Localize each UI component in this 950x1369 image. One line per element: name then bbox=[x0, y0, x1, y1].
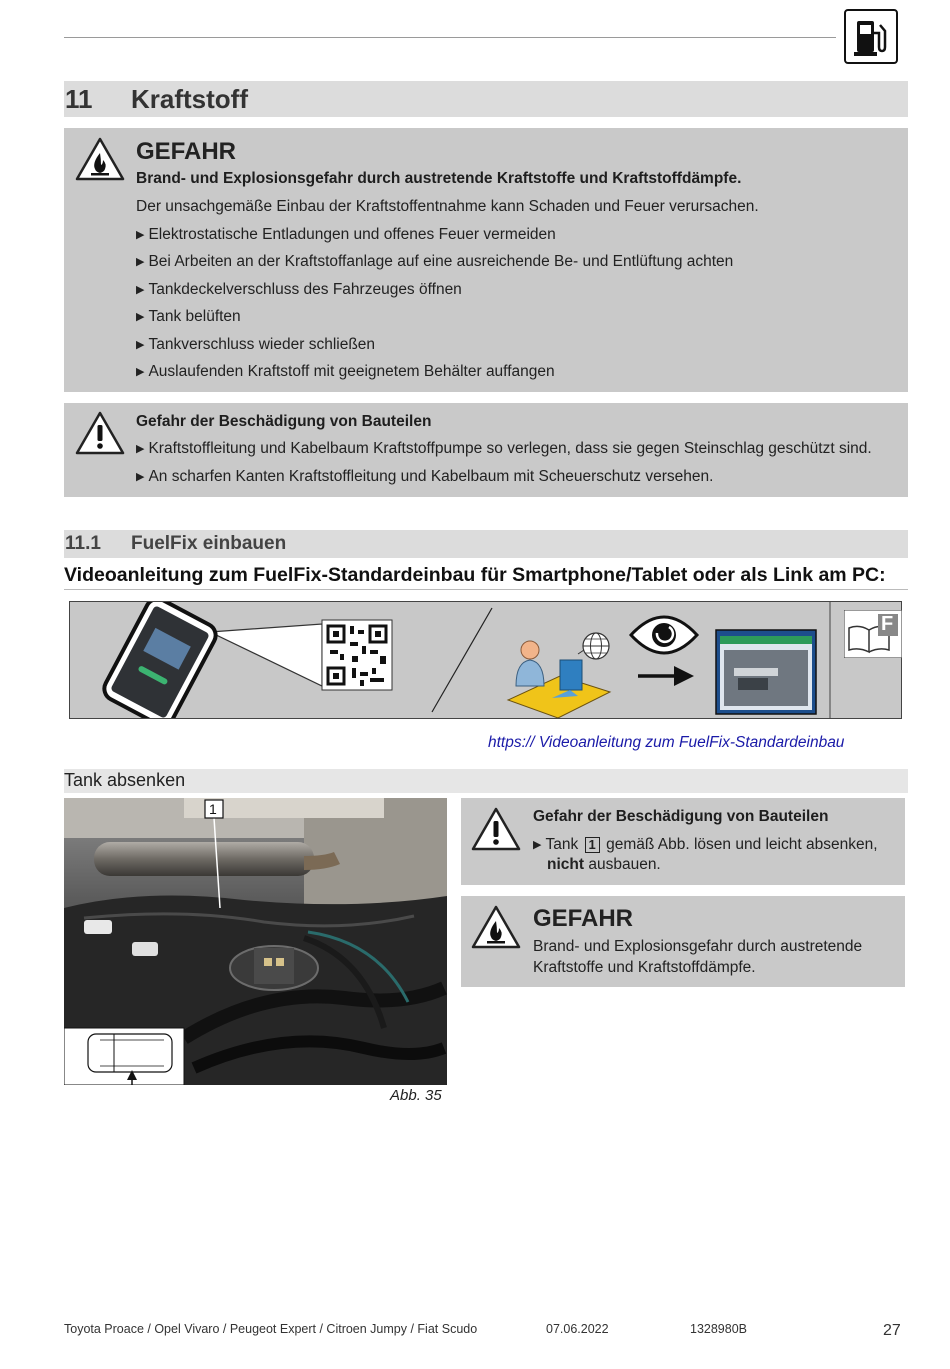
header-rule bbox=[64, 37, 836, 38]
section-number: 11 bbox=[65, 84, 93, 114]
step-heading: Tank absenken bbox=[64, 770, 186, 790]
caution-text-pre: Tank bbox=[545, 836, 579, 853]
figure-caption: Abb. 35 bbox=[390, 1087, 442, 1104]
danger-title: GEFAHR bbox=[533, 905, 634, 932]
danger-list-item: ▶ Elektrostatische Entladungen und offenes Feuer vermeiden bbox=[136, 226, 556, 244]
footer-date: 07.06.2022 bbox=[546, 1322, 609, 1336]
figure-callout-number: 1 bbox=[209, 801, 217, 817]
fire-warning-icon bbox=[470, 904, 522, 955]
subsection-number: 11.1 bbox=[65, 533, 101, 554]
footer-vehicles: Toyota Proace / Opel Vivaro / Peugeot Expert / Citroen Jumpy / Fiat Scudo bbox=[64, 1322, 478, 1336]
caution-title: Gefahr der Beschädigung von Bauteilen bbox=[136, 413, 432, 430]
tank-photo bbox=[64, 798, 447, 1085]
eye-icon bbox=[631, 617, 697, 653]
subsection-title: FuelFix einbauen bbox=[131, 533, 287, 554]
danger-text-line: Brand- und Explosionsgefahr durch austretende bbox=[533, 938, 863, 955]
danger-list-item: ▶ Tankdeckelverschluss des Fahrzeuges öffnen bbox=[136, 281, 462, 299]
video-link[interactable]: https:// Videoanleitung zum FuelFix-Standardeinbau bbox=[488, 734, 845, 751]
danger-title: GEFAHR bbox=[136, 138, 237, 165]
caution-text-mid: gemäß Abb. lösen und leicht absenken, bbox=[606, 836, 878, 853]
fire-warning-icon bbox=[74, 136, 126, 187]
reference-number-badge: 1 bbox=[585, 837, 600, 853]
caution-text-bold: nicht bbox=[547, 856, 585, 873]
manual-book-icon bbox=[844, 610, 902, 658]
step-heading-bar bbox=[64, 769, 908, 793]
caution-text-post: ausbauen. bbox=[588, 856, 661, 873]
person-at-computer-icon bbox=[508, 633, 610, 718]
arrow-right-icon bbox=[638, 666, 694, 686]
fuel-pump-icon bbox=[844, 9, 898, 64]
danger-subtitle: Brand- und Explosionsgefahr durch austretende Kraftstoffe und Kraftstoffdämpfe. bbox=[136, 170, 742, 187]
caution-list-item: ▶ An scharfen Kanten Kraftstoffleitung und Kabelbaum mit Scheuerschutz versehen. bbox=[136, 468, 713, 486]
manual-letter: F bbox=[881, 613, 894, 635]
qr-code[interactable] bbox=[322, 620, 392, 690]
caution-list-item bbox=[533, 836, 878, 854]
video-heading-rule bbox=[64, 589, 908, 590]
danger-list-item: ▶ Tank belüften bbox=[136, 308, 241, 326]
page-number: 27 bbox=[883, 1322, 901, 1339]
exclamation-warning-icon bbox=[470, 806, 522, 857]
footer-doc-number: 1328980B bbox=[690, 1322, 748, 1336]
video-thumbnail[interactable] bbox=[716, 630, 816, 714]
caution-list-item: ▶ Kraftstoffleitung und Kabelbaum Kraftstoffpumpe so verlegen, dass sie gegen Steinschlag geschützt sind. bbox=[136, 440, 872, 458]
exclamation-warning-icon bbox=[74, 410, 126, 461]
caution-list-item-continuation bbox=[547, 856, 661, 874]
danger-intro: Der unsachgemäße Einbau der Kraftstoffentnahme kann Schaden und Feuer verursachen. bbox=[136, 198, 759, 215]
video-heading: Videoanleitung zum FuelFix-Standardeinbau für Smartphone/Tablet oder als Link am PC: bbox=[64, 564, 886, 586]
video-instruction-banner bbox=[69, 601, 902, 719]
danger-list-item: ▶ Auslaufenden Kraftstoff mit geeignetem Behälter auffangen bbox=[136, 363, 555, 381]
danger-list-item: ▶ Tankverschluss wieder schließen bbox=[136, 336, 375, 354]
danger-text-line: Kraftstoffe und Kraftstoffdämpfe. bbox=[533, 959, 756, 976]
danger-list-item: ▶ Bei Arbeiten an der Kraftstoffanlage auf eine ausreichende Be- und Entlüftung achten bbox=[136, 253, 733, 271]
section-title: Kraftstoff bbox=[131, 84, 248, 114]
caution-title: Gefahr der Beschädigung von Bauteilen bbox=[533, 808, 829, 825]
